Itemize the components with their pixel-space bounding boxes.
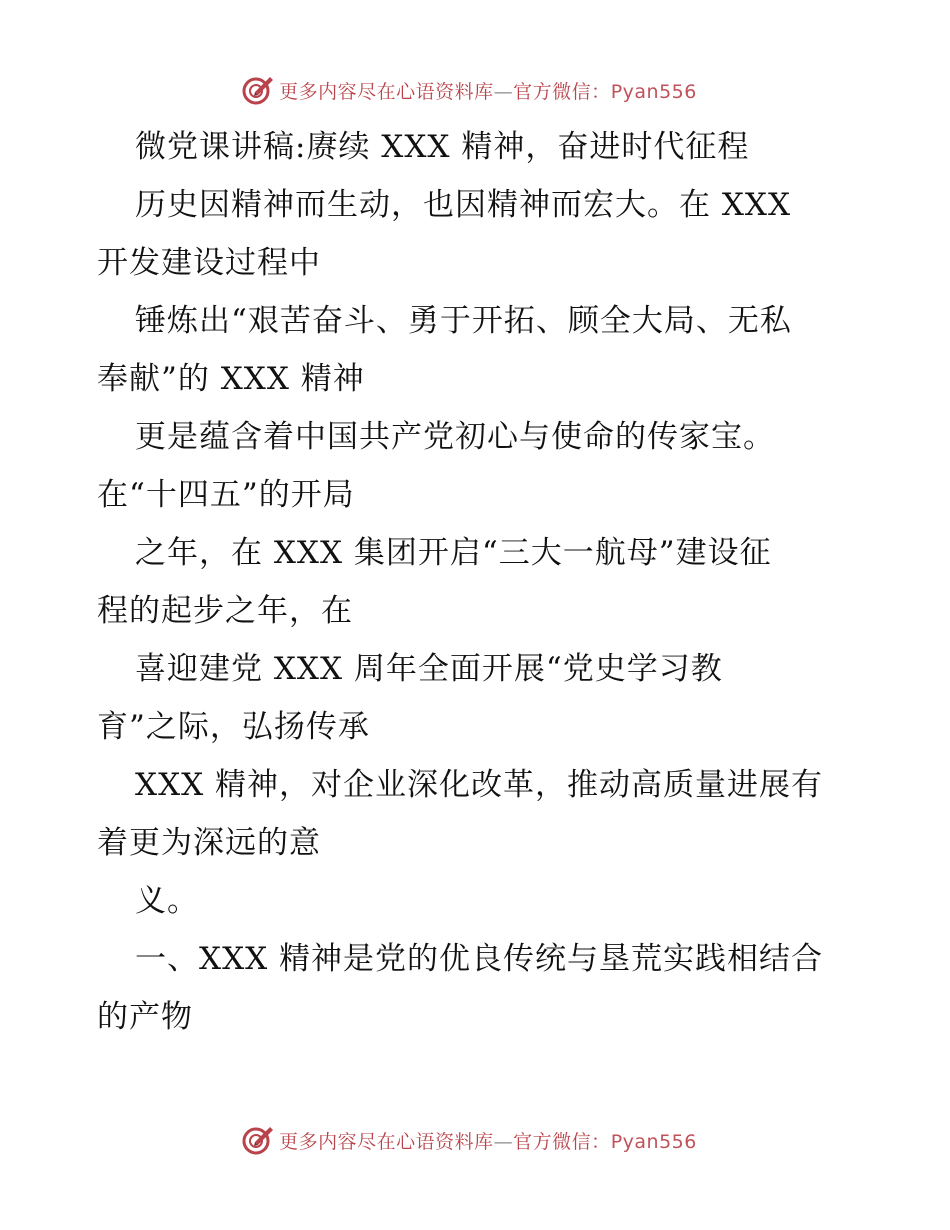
- text-line: 在“十四五”的开局: [97, 477, 355, 513]
- text-line: XXX 精神，对企业深化改革，推动高质量进展有: [135, 767, 824, 803]
- text-line: 一、XXX 精神是党的优良传统与垦荒实践相结合: [135, 941, 824, 977]
- banner-main-text: 更多内容尽在心语资料库: [279, 80, 494, 103]
- text-line: 喜迎建党 XXX 周年全面开展“党史学习教: [135, 651, 723, 687]
- pen-swirl-logo-icon: [241, 1123, 275, 1157]
- text-line: 程的起步之年，在: [97, 593, 353, 629]
- text-line: 锤炼出“艰苦奋斗、勇于开拓、顾全大局、无私: [135, 303, 792, 339]
- banner-wechat-label: 官方微信：: [513, 1130, 611, 1153]
- banner-wechat-id: Pyan556: [610, 80, 697, 103]
- banner-text: [279, 77, 697, 104]
- text-line: 奉献”的 XXX 精神: [97, 361, 365, 397]
- banner-wechat-id: Pyan556: [610, 1130, 697, 1153]
- text-line: 育”之际，弘扬传承: [97, 709, 370, 745]
- banner-content: [241, 73, 697, 107]
- banner-dash: —: [493, 1130, 514, 1153]
- banner-content: [241, 1123, 697, 1157]
- text-line: 的产物: [97, 999, 193, 1035]
- banner-main-text: 更多内容尽在心语资料库: [279, 1130, 494, 1153]
- header-banner: [0, 70, 950, 110]
- banner-text: [279, 1127, 697, 1154]
- document-body: [97, 118, 857, 1046]
- banner-dash: —: [493, 80, 514, 103]
- text-line: 更是蕴含着中国共产党初心与使命的传家宝。: [135, 419, 775, 455]
- footer-banner: [0, 1120, 950, 1160]
- text-line: 之年，在 XXX 集团开启“三大一航母”建设征: [135, 535, 772, 571]
- banner-wechat-label: 官方微信：: [513, 80, 611, 103]
- text-line: 微党课讲稿:赓续 XXX 精神，奋进时代征程: [135, 129, 750, 165]
- text-line: 历史因精神而生动，也因精神而宏大。在 XXX: [135, 187, 792, 223]
- pen-swirl-logo-icon: [241, 73, 275, 107]
- text-line: 着更为深远的意: [97, 825, 321, 861]
- text-line: 开发建设过程中: [97, 245, 321, 281]
- text-line: 义。: [135, 883, 199, 919]
